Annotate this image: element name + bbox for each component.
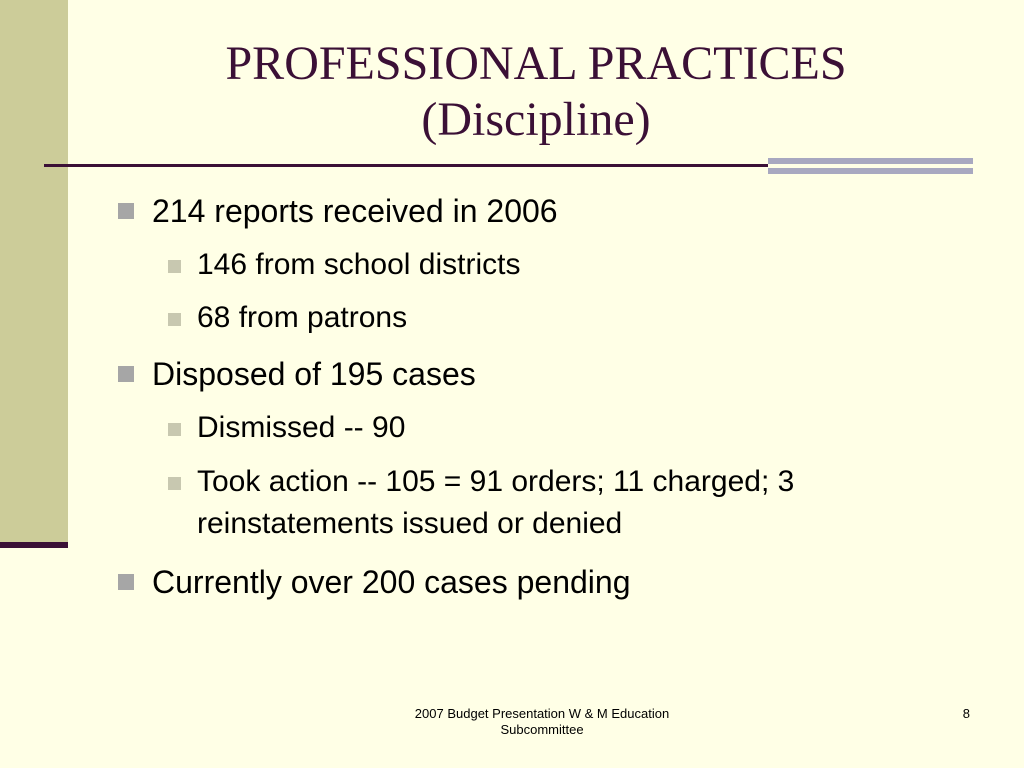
square-bullet-icon (168, 423, 181, 436)
bullet-item (152, 354, 972, 394)
square-bullet-icon (118, 574, 134, 590)
slide-number: 8 (962, 706, 970, 721)
sub-bullet-item (197, 461, 957, 545)
square-bullet-icon (118, 203, 134, 219)
sub-bullet-text: Took action -- 105 = 91 orders; 11 charged; 3 reinstatements issued or denied (197, 465, 795, 540)
slide-title-line2: (Discipline) (421, 93, 651, 146)
bullet-text: Currently over 200 cases pending (152, 564, 631, 600)
square-bullet-icon (168, 260, 181, 273)
sub-bullet-item (197, 244, 957, 286)
sub-bullet-item (197, 407, 957, 449)
bullet-item (152, 191, 972, 231)
bullet-text: 214 reports received in 2006 (152, 193, 558, 229)
square-bullet-icon (168, 477, 181, 490)
sub-bullet-text: 146 from school districts (197, 248, 521, 281)
square-bullet-icon (168, 313, 181, 326)
sub-bullet-text: Dismissed -- 90 (197, 411, 406, 444)
slide-title-line1: PROFESSIONAL PRACTICES (225, 37, 847, 90)
bullet-text: Disposed of 195 cases (152, 356, 476, 392)
square-bullet-icon (118, 366, 134, 382)
sub-bullet-item (197, 297, 957, 339)
bullet-item (152, 562, 972, 602)
slide-footer: 2007 Budget Presentation W & M Education Subcommittee (414, 706, 670, 737)
sub-bullet-text: 68 from patrons (197, 301, 408, 334)
